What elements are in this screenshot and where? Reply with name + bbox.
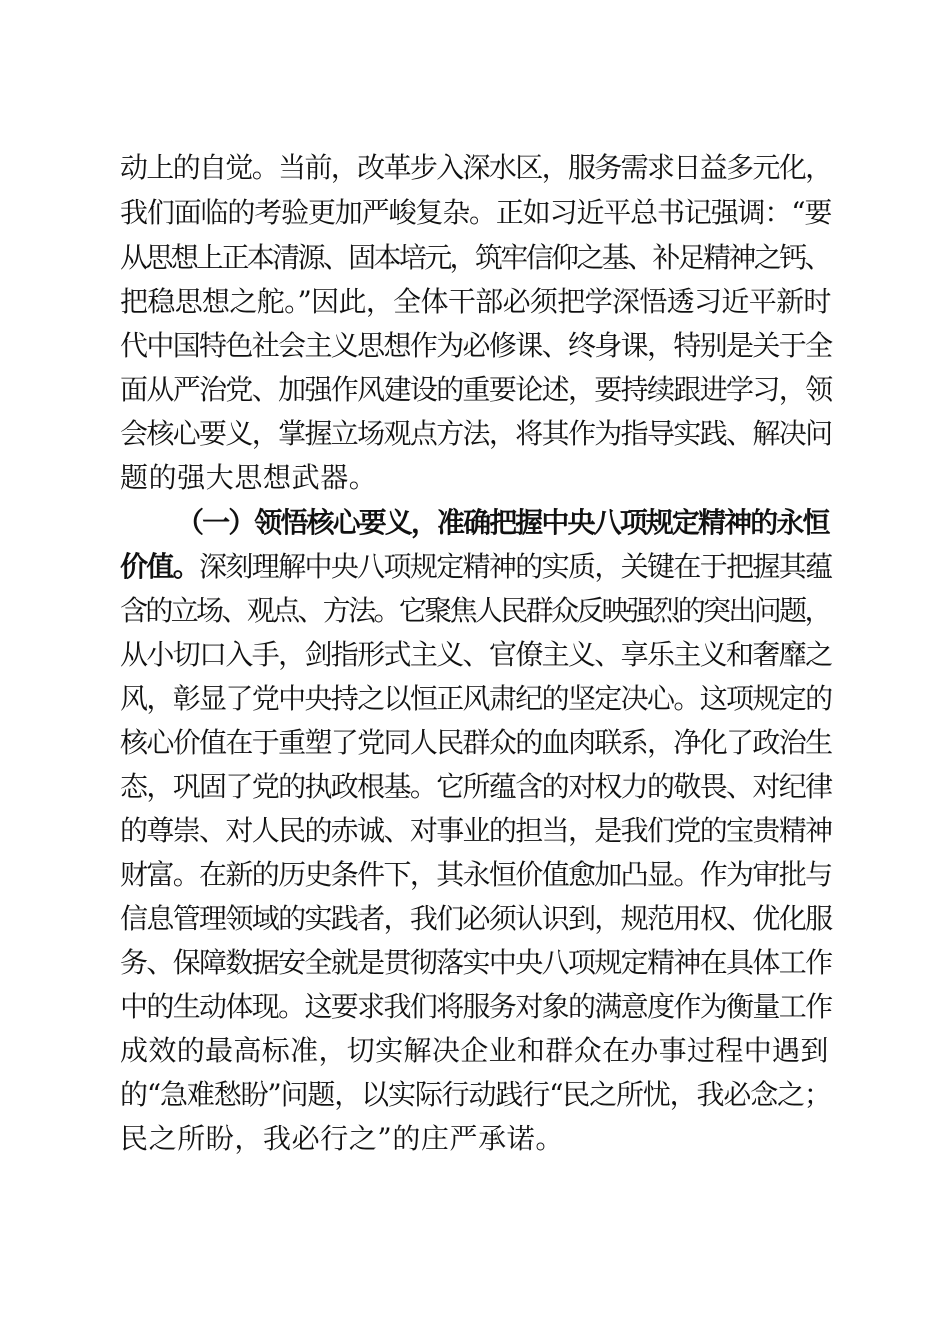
paragraph-line: 代中国特色社会主义思想作为必修课、终身课，特别是关于全	[120, 329, 832, 362]
paragraph-line: 民之所盼，我必行之”的庄严承诺。	[120, 1122, 564, 1155]
paragraph-line: 从思想上正本清源、固本培元，筑牢信仰之基、补足精神之钙、	[120, 241, 830, 274]
paragraph-line: 把稳思想之舵。”因此，全体干部必须把学深悟透习近平新时	[120, 285, 831, 318]
paragraph-line: 的“急难愁盼”问题，以实际行动践行“民之所忧，我必念之；	[120, 1078, 831, 1111]
paragraph-line: 面从严治党、加强作风建设的重要论述，要持续跟进学习，领	[120, 373, 832, 406]
section-heading: （一）领悟核心要义，准确把握中央八项规定精神的永恒	[176, 506, 829, 539]
section-body-start: 深刻理解中央八项规定精神的实质，关键在于把握其蕴	[199, 550, 832, 583]
paragraph-line: 态，巩固了党的执政根基。它所蕴含的对权力的敬畏、对纪律	[120, 770, 832, 803]
paragraph-line: 成效的最高标准，切实解决企业和群众在办事过程中遇到	[120, 1034, 829, 1067]
paragraph-line: 中的生动体现。这要求我们将服务对象的满意度作为衡量工作	[120, 990, 832, 1023]
paragraph-line: 风，彰显了党中央持之以恒正风肃纪的坚定决心。这项规定的	[120, 682, 832, 715]
paragraph-line: 信息管理领域的实践者，我们必须认识到，规范用权、优化服	[120, 902, 832, 935]
paragraph-line: 的尊崇、对人民的赤诚、对事业的担当，是我们党的宝贵精神	[120, 814, 832, 847]
paragraph-line: 题的强大思想武器。	[120, 461, 378, 494]
paragraph-line: 我们面临的考验更加严峻复杂。正如习近平总书记强调：“要	[120, 196, 832, 229]
section-heading-tail: 价值。	[120, 550, 200, 583]
paragraph-line: 务、保障数据安全就是贯彻落实中央八项规定精神在具体工作	[120, 946, 832, 979]
paragraph-line: 财富。在新的历史条件下，其永恒价值愈加凸显。作为审批与	[120, 858, 832, 891]
section-heading-continuation	[120, 547, 834, 587]
paragraph-line: 核心价值在于重塑了党同人民群众的血肉联系，净化了政治生	[120, 726, 832, 759]
paragraph-line: 从小切口入手，剑指形式主义、官僚主义、享乐主义和奢靡之	[120, 638, 832, 671]
paragraph-line: 含的立场、观点、方法。它聚焦人民群众反映强烈的突出问题，	[120, 594, 830, 627]
paragraph-line: 动上的自觉。当前，改革步入深水区，服务需求日益多元化，	[120, 151, 832, 184]
paragraph-line: 会核心要义，掌握立场观点方法，将其作为指导实践、解决问	[120, 417, 832, 450]
